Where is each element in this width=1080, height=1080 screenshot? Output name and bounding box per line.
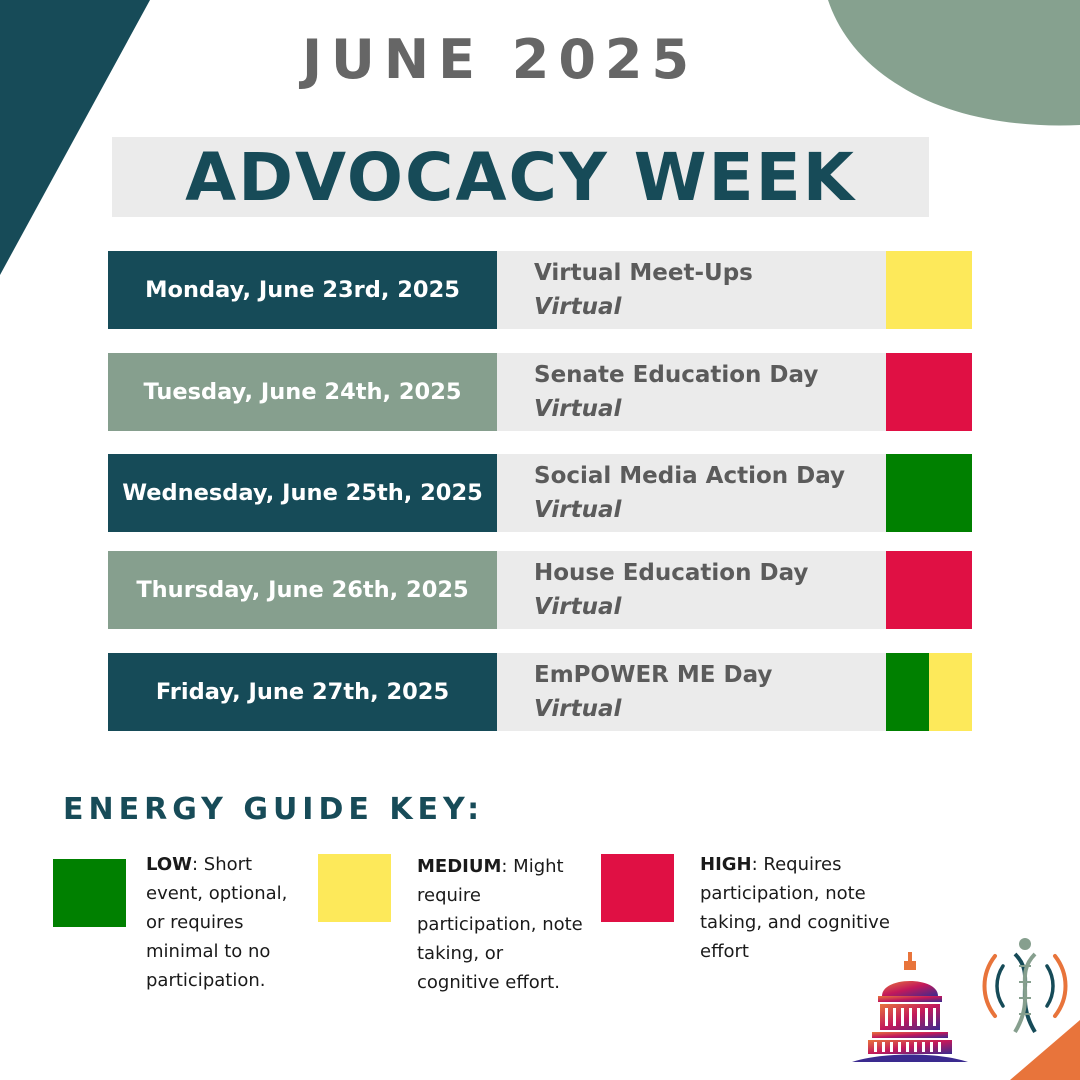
event-name: House Education Day — [534, 560, 809, 586]
energy-high-swatch — [886, 551, 972, 629]
energy-indicator — [886, 454, 972, 532]
schedule-date: Wednesday, June 25th, 2025 — [108, 454, 497, 532]
energy-key-title: ENERGY GUIDE KEY: — [63, 792, 485, 827]
energy-high-swatch — [886, 353, 972, 431]
medium-energy-swatch — [318, 854, 391, 922]
event-mode: Virtual — [534, 594, 622, 620]
energy-low-swatch — [886, 653, 929, 731]
event-title: ADVOCACY WEEK — [185, 138, 856, 216]
low-energy-swatch — [53, 859, 126, 927]
event-name: Social Media Action Day — [534, 463, 846, 489]
energy-indicator — [886, 551, 972, 629]
high-energy-description — [700, 850, 905, 966]
high-energy-text: : Requires participation, note taking, and cognitive effort — [700, 854, 890, 962]
event-mode: Virtual — [534, 497, 622, 523]
energy-indicator — [886, 653, 972, 731]
schedule-row — [108, 353, 972, 431]
energy-medium-swatch — [886, 251, 972, 329]
medium-energy-description — [417, 852, 587, 997]
energy-indicator — [886, 353, 972, 431]
event-name: Senate Education Day — [534, 362, 819, 388]
schedule-date: Monday, June 23rd, 2025 — [108, 251, 497, 329]
schedule-date: Tuesday, June 24th, 2025 — [108, 353, 497, 431]
schedule-event — [497, 251, 886, 329]
schedule-event — [497, 454, 886, 532]
event-mode: Virtual — [534, 396, 622, 422]
schedule-event — [497, 653, 886, 731]
energy-indicator — [886, 251, 972, 329]
event-mode: Virtual — [534, 696, 622, 722]
schedule-row — [108, 251, 972, 329]
schedule-row — [108, 551, 972, 629]
schedule-event — [497, 551, 886, 629]
event-mode: Virtual — [534, 294, 622, 320]
schedule-row — [108, 454, 972, 532]
schedule-event — [497, 353, 886, 431]
energy-low-swatch — [886, 454, 972, 532]
dna-logo-icon — [977, 936, 1073, 1036]
schedule-date: Friday, June 27th, 2025 — [108, 653, 497, 731]
schedule-row — [108, 653, 972, 731]
title-band — [112, 137, 929, 217]
event-name: EmPOWER ME Day — [534, 662, 773, 688]
high-energy-label: HIGH — [700, 854, 752, 875]
low-energy-text: : Short event, optional, or requires minimal to no participation. — [146, 854, 288, 991]
low-energy-description — [146, 850, 306, 995]
medium-energy-text: : Might require participation, note taking, or cognitive effort. — [417, 856, 583, 993]
month-title: JUNE 2025 — [301, 28, 699, 91]
low-energy-label: LOW — [146, 854, 192, 875]
medium-energy-label: MEDIUM — [417, 856, 502, 877]
high-energy-swatch — [601, 854, 674, 922]
schedule-date: Thursday, June 26th, 2025 — [108, 551, 497, 629]
energy-medium-swatch — [929, 653, 972, 731]
capitol-logo-icon — [852, 952, 968, 1064]
event-name: Virtual Meet-Ups — [534, 260, 753, 286]
